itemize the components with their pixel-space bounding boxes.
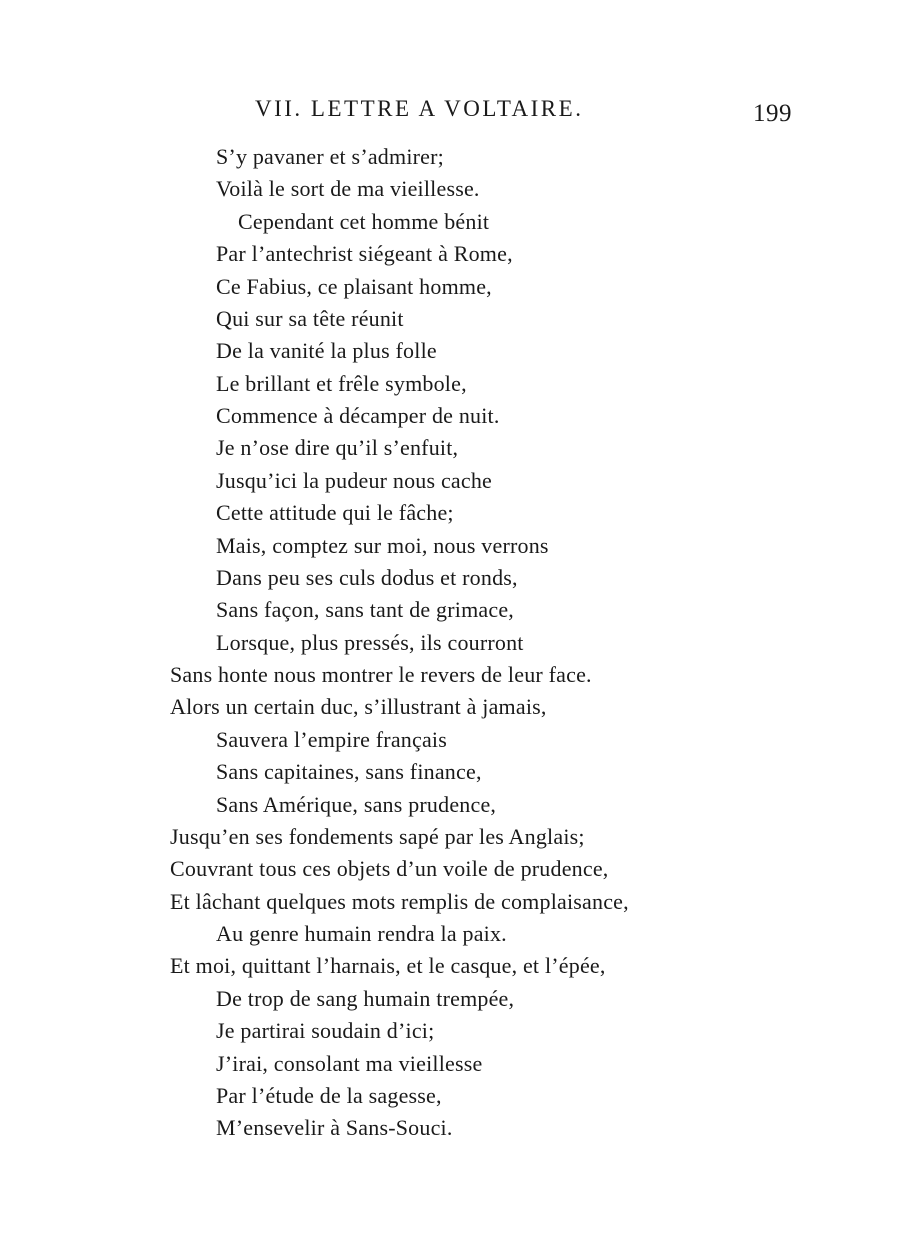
poem-line: Couvrant tous ces objets d’un voile de prudence, xyxy=(170,856,609,881)
poem-line: Et lâchant quelques mots remplis de complaisance, xyxy=(170,889,629,914)
poem-line: Alors un certain duc, s’illustrant à jamais, xyxy=(170,694,547,719)
poem-line: M’ensevelir à Sans-Souci. xyxy=(216,1115,453,1140)
poem-line: Sauvera l’empire français xyxy=(216,727,447,752)
poem-line: Sans Amérique, sans prudence, xyxy=(216,792,497,817)
poem-line: Je partirai soudain d’ici; xyxy=(216,1018,435,1043)
poem-line: Sans honte nous montrer le revers de leur face. xyxy=(170,662,592,687)
poem-line: Voilà le sort de ma vieillesse. xyxy=(216,176,480,201)
poem-line: Commence à décamper de nuit. xyxy=(216,403,500,428)
page-number: 199 xyxy=(753,100,792,127)
poem-line: Dans peu ses culs dodus et ronds, xyxy=(216,565,518,590)
poem-line: Par l’antechrist siégeant à Rome, xyxy=(216,241,513,266)
poem-line: Qui sur sa tête réunit xyxy=(216,306,404,331)
poem-line: De trop de sang humain trempée, xyxy=(216,986,515,1011)
poem-line: Au genre humain rendra la paix. xyxy=(216,921,507,946)
poem-line: Je n’ose dire qu’il s’enfuit, xyxy=(216,435,459,460)
poem-line: Cette attitude qui le fâche; xyxy=(216,500,454,525)
poem-line: J’irai, consolant ma vieillesse xyxy=(216,1051,483,1076)
poem-line: Cependant cet homme bénit xyxy=(238,209,490,234)
poem-line: Jusqu’en ses fondements sapé par les Anglais; xyxy=(170,824,585,849)
poem-line: De la vanité la plus folle xyxy=(216,338,437,363)
poem-line: Lorsque, plus pressés, ils courront xyxy=(216,630,524,655)
poem-line: Sans façon, sans tant de grimace, xyxy=(216,597,515,622)
poem-line: Sans capitaines, sans finance, xyxy=(216,759,482,784)
poem-line: Jusqu’ici la pudeur nous cache xyxy=(216,468,493,493)
poem-line: Le brillant et frêle symbole, xyxy=(216,371,467,396)
poem-line: Ce Fabius, ce plaisant homme, xyxy=(216,274,492,299)
poem-line: S’y pavaner et s’admirer; xyxy=(216,144,444,169)
poem-line: Mais, comptez sur moi, nous verrons xyxy=(216,533,549,558)
poem-line: Par l’étude de la sagesse, xyxy=(216,1083,442,1108)
poem-line: Et moi, quittant l’harnais, et le casque, et l’épée, xyxy=(170,953,606,978)
running-head: VII. LETTRE A VOLTAIRE. xyxy=(255,96,584,121)
